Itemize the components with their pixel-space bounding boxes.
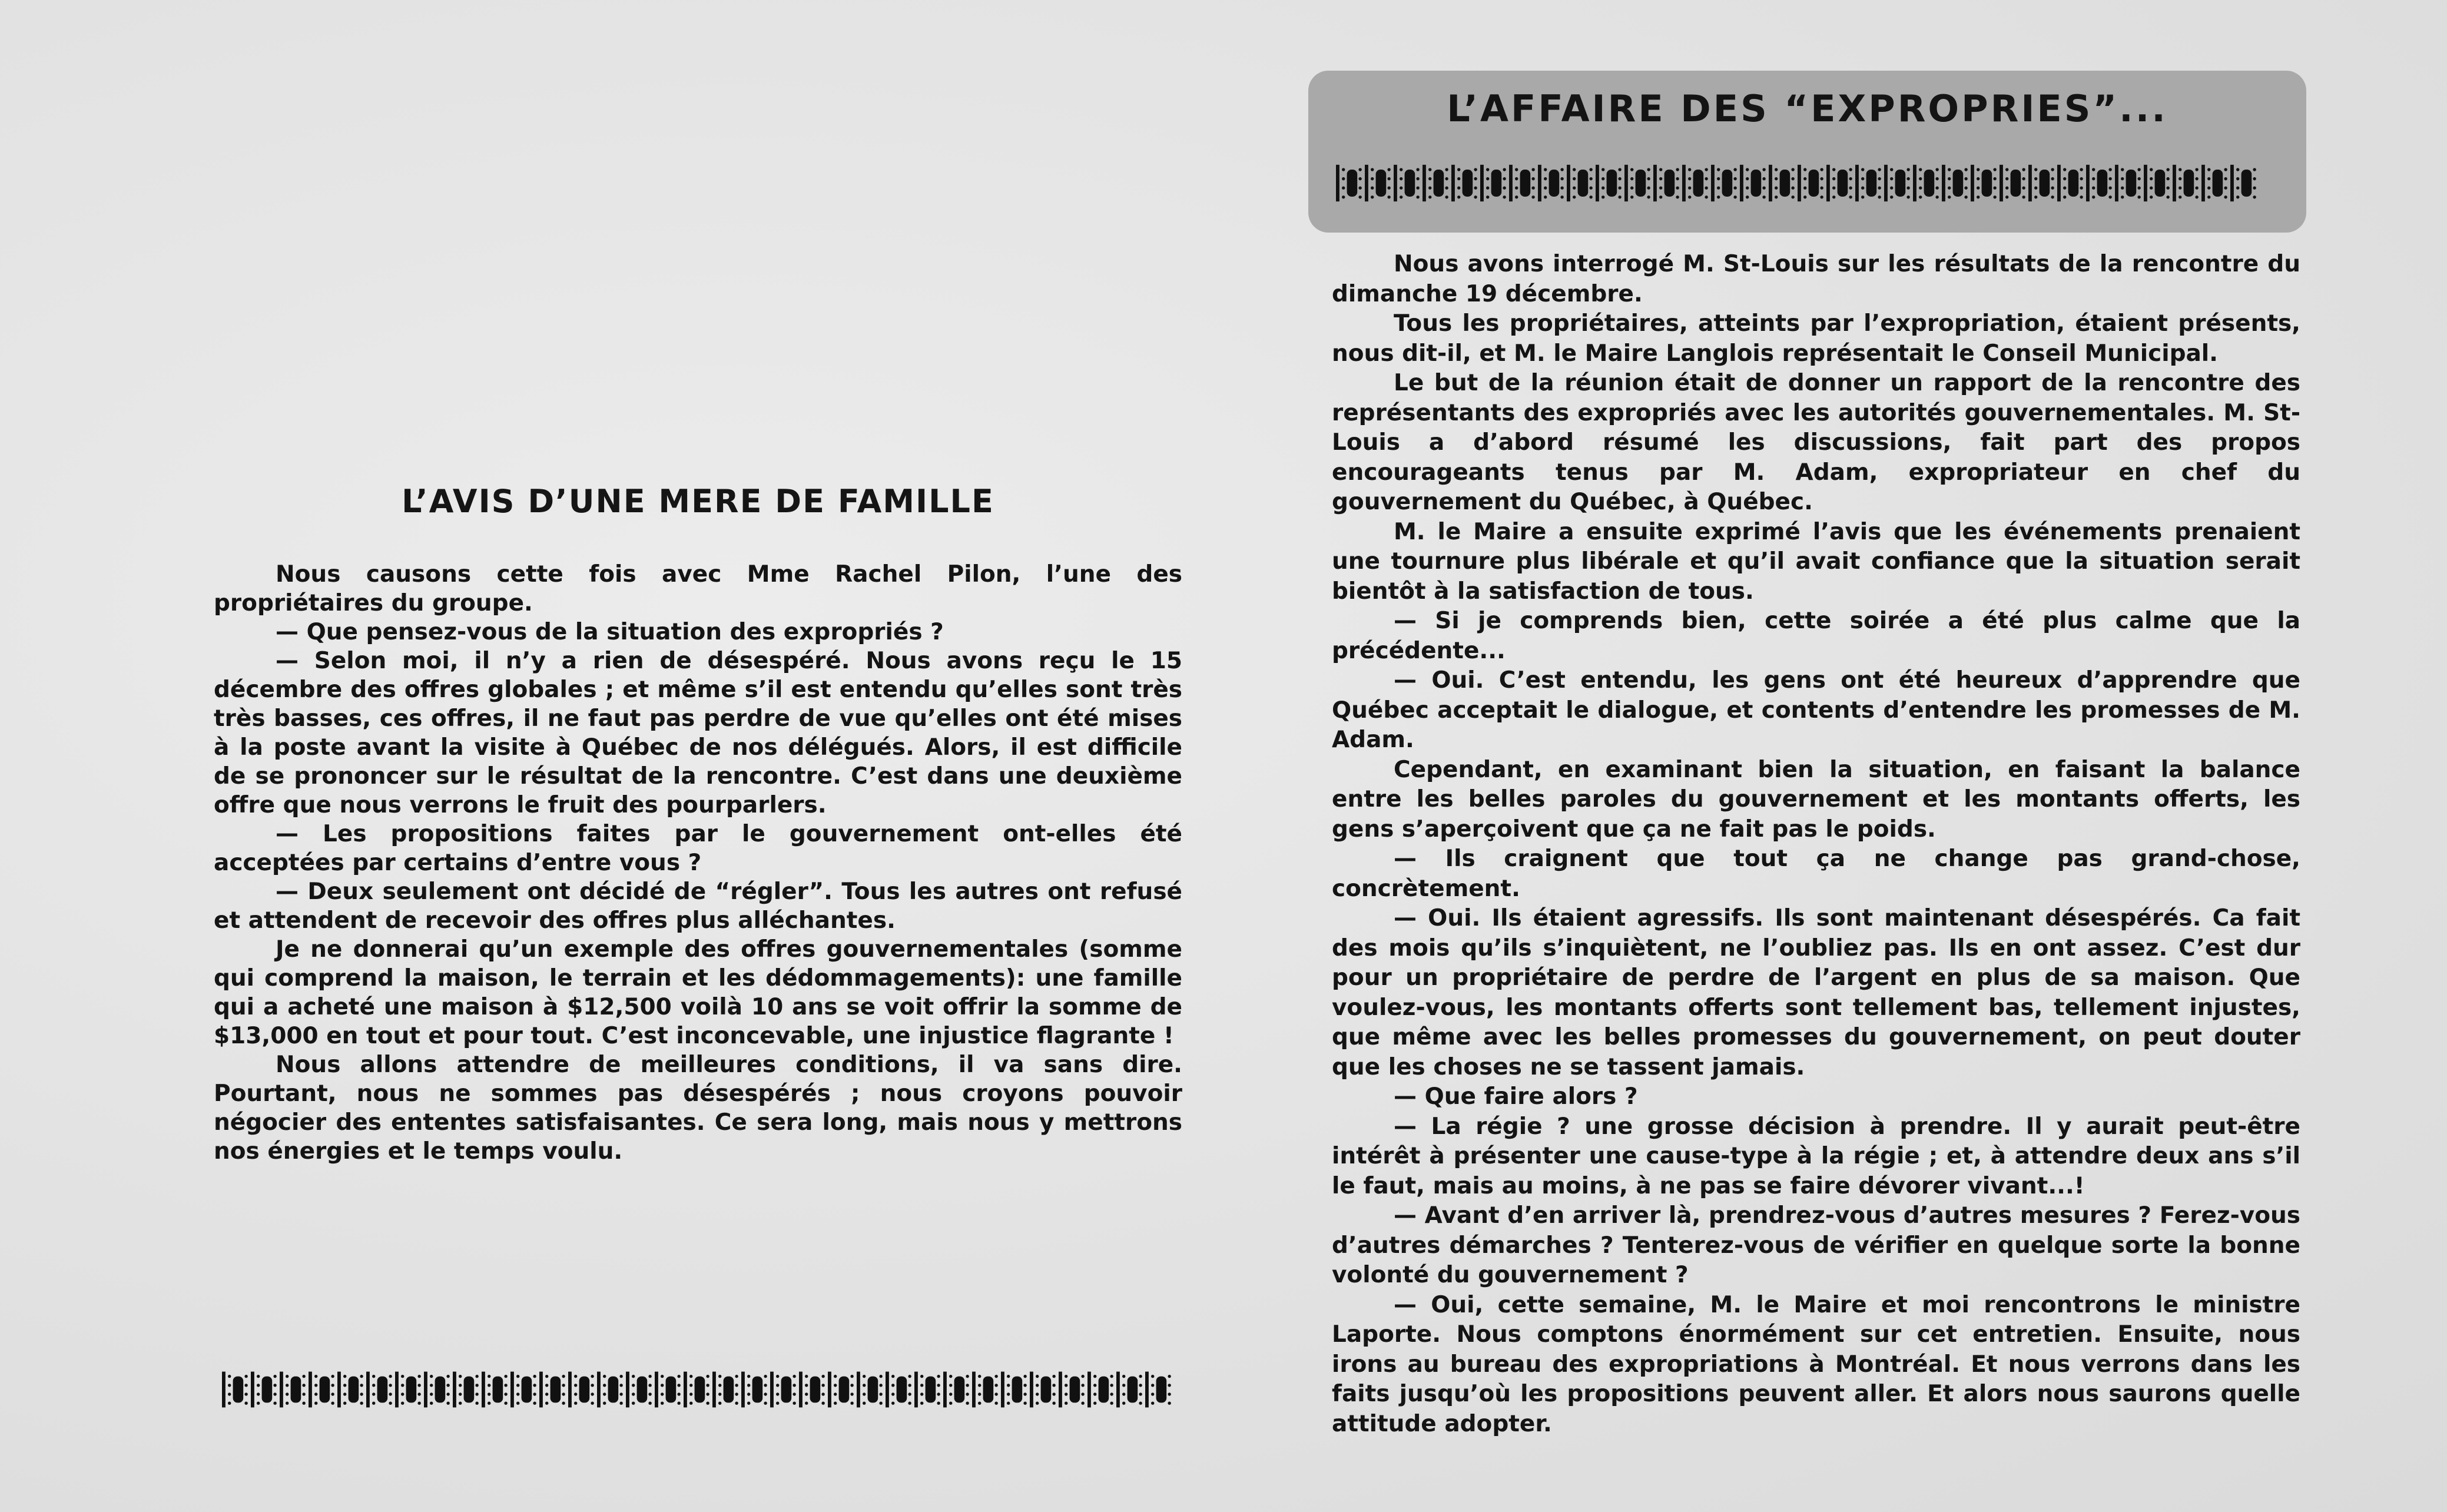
- ornament-motif: [309, 1372, 334, 1408]
- ornament-motif: [424, 1372, 450, 1408]
- ornament-motif: [366, 1372, 392, 1408]
- left-paragraph: — Selon moi, il n’y a rien de désespéré. Nous avons reçu le 15 décembre des offres globales ; et même s’il est entendu qu’elles sont très très basses, ces offres, il ne faut pas perdre de vue qu’elles ont été mises à la poste avant la visite à Québec de nos délégués. Alors, il est difficile de se prononcer sur le résultat de la rencontre. C’est dans une deuxième offre que nous verrons le fruit des pourparlers.: [214, 648, 1182, 818]
- ornament-motif: [337, 1372, 363, 1408]
- left-article-title: L’AVIS D’UNE MERE DE FAMILLE: [402, 483, 994, 520]
- ornament-motif: [1087, 1372, 1113, 1408]
- banner-ornament-divider: [1335, 159, 2283, 207]
- ornament-motif: [914, 1372, 940, 1408]
- ornament-motif: [1942, 165, 1968, 201]
- left-paragraph: Nous allons attendre de meilleures conditions, il va sans dire. Pourtant, nous ne sommes pas désespérés ; nous croyons pouvoir négocier des ententes satisfaisantes. Ce sera long, mais nous y mettrons nos énergies et le temps voulu.: [214, 1052, 1182, 1165]
- right-paragraph: Nous avons interrogé M. St-Louis sur les résultats de la rencontre du dimanche 19 décembre.: [1332, 251, 2300, 307]
- ornament-motif: [1855, 165, 1881, 201]
- right-paragraph: — Oui. C’est entendu, les gens ont été heureux d’apprendre que Québec acceptait le dialogue, et contents d’entendre les promesses de M. Adam.: [1332, 667, 2300, 753]
- ornament-motif: [626, 1372, 652, 1408]
- ornament-motif: [741, 1372, 767, 1408]
- ornament-motif: [684, 1372, 709, 1408]
- ornament-motif: [1059, 1372, 1085, 1408]
- ornament-motif: [568, 1372, 594, 1408]
- ornament-motif: [828, 1372, 854, 1408]
- ornament-motif: [1365, 165, 1391, 201]
- left-paragraph: — Les propositions faites par le gouvernement ont-elles été acceptées par certains d’entre vous ?: [214, 821, 1182, 876]
- ornament-motif: [1596, 165, 1622, 201]
- ornament-motif: [1567, 165, 1593, 201]
- ornament-motif: [799, 1372, 825, 1408]
- right-article-body: [1332, 250, 2300, 1439]
- right-paragraph: — Avant d’en arriver là, prendrez-vous d’autres mesures ? Ferez-vous d’autres démarches ? Tenterez-vous de vérifier en quelque sorte la bonne volonté du gouvernement ?: [1332, 1202, 2300, 1288]
- ornament-motif: [1394, 165, 1420, 201]
- ornament-motif: [1740, 165, 1766, 201]
- ornament-motif: [1336, 165, 1362, 201]
- ornament-motif: [1509, 165, 1535, 201]
- ornament-motif: [539, 1372, 565, 1408]
- ornament-motif: [1001, 1372, 1027, 1408]
- ornament-motif: [655, 1372, 681, 1408]
- ornament-motif: [2173, 165, 2199, 201]
- right-article-banner: [1308, 71, 2306, 233]
- ornament-motif: [1030, 1372, 1056, 1408]
- left-paragraph: Nous causons cette fois avec Mme Rachel Pilon, l’une des propriétaires du groupe.: [214, 561, 1182, 616]
- left-ornament-divider: [221, 1366, 1197, 1413]
- ornament-motif: [2230, 165, 2256, 201]
- right-article-title: L’AFFAIRE DES “EXPROPRIES”...: [1447, 87, 2168, 130]
- ornament-motif: [2000, 165, 2025, 201]
- left-paragraph: — Deux seulement ont décidé de “régler”. Tous les autres ont refusé et attendent de recevoir des offres plus alléchantes.: [214, 878, 1182, 934]
- ornament-motif: [2028, 165, 2054, 201]
- ornament-motif: [222, 1372, 248, 1408]
- ornament-motif: [1913, 165, 1939, 201]
- ornament-motif: [1538, 165, 1564, 201]
- right-paragraph: — La régie ? une grosse décision à prendre. Il y aurait peut-être intérêt à présenter une cause-type à la régie ; et, à attendre deux ans s’il le faut, mais au moins, à ne pas se faire dévorer vivant...!: [1332, 1113, 2300, 1199]
- right-paragraph: — Oui. Ils étaient agressifs. Ils sont maintenant désespérés. Ca fait des mois qu’ils s’inquiètent, ne l’oubliez pas. Ils en ont assez. C’est dur pour un propriétaire de perdre de l’argent en plus de sa maison. Que voulez-vous, les montants offerts sont tellement bas, tellement injustes, que même avec les belles promesses du gouvernement, on peut douter que les choses ne se tassent jamais.: [1332, 905, 2300, 1080]
- ornament-motif: [1653, 165, 1679, 201]
- ornament-motif: [2057, 165, 2083, 201]
- ornament-motif: [2144, 165, 2170, 201]
- ornament-motif: [510, 1372, 536, 1408]
- ornament-motif: [395, 1372, 421, 1408]
- ornament-motif: [1769, 165, 1795, 201]
- ornament-motif: [1624, 165, 1650, 201]
- ornament-motif: [1480, 165, 1506, 201]
- ornament-motif: [886, 1372, 911, 1408]
- right-article: [1332, 250, 2300, 1439]
- ornament-motif: [1711, 165, 1737, 201]
- ornament-motif: [712, 1372, 738, 1408]
- ornament-motif: [2201, 165, 2227, 201]
- ornament-motif: [770, 1372, 796, 1408]
- ornament-motif: [1145, 1372, 1171, 1408]
- right-paragraph: Cependant, en examinant bien la situation, en faisant la balance entre les belles paroles du gouvernement et les montants offerts, les gens s’aperçoivent que ça ne fait pas le poids.: [1332, 756, 2300, 843]
- ornament-motif: [1116, 1372, 1142, 1408]
- ornament-motif: [1682, 165, 1708, 201]
- ornament-motif: [453, 1372, 479, 1408]
- ornament-motif: [2086, 165, 2112, 201]
- right-paragraph: Tous les propriétaires, atteints par l’expropriation, étaient présents, nous dit-il, et M. le Maire Langlois représentait le Conseil Municipal.: [1332, 310, 2300, 367]
- ornament-motif: [597, 1372, 623, 1408]
- right-paragraph: — Si je comprends bien, cette soirée a été plus calme que la précédente...: [1332, 608, 2300, 664]
- ornament-motif: [280, 1372, 306, 1408]
- right-paragraph: — Oui, cette semaine, M. le Maire et moi rencontrons le ministre Laporte. Nous comptons énormément sur cet entretien. Ensuite, nous irons au bureau des expropriations à Montréal. Et nous verrons dans les faits jusqu’où les propositions peuvent aller. Et alors nous saurons quelle attitude adopter.: [1332, 1291, 2300, 1437]
- ornament-motif: [1826, 165, 1852, 201]
- ornament-motif: [1971, 165, 1997, 201]
- ornament-motif: [1423, 165, 1448, 201]
- ornament-motif: [1451, 165, 1477, 201]
- right-paragraph: Le but de la réunion était de donner un rapport de la rencontre des représentants des expropriés avec les autorités gouvernementales. M. St-Louis a d’abord résumé les discussions, fait part des propos encourageants tenus par M. Adam, expropriateur en chef du gouvernement du Québec, à Québec.: [1332, 370, 2300, 515]
- right-paragraph: — Ils craignent que tout ça ne change pas grand-chose, concrètement.: [1332, 845, 2300, 902]
- ornament-motif: [482, 1372, 508, 1408]
- ornament-motif: [857, 1372, 883, 1408]
- left-article: [214, 483, 1182, 1166]
- ornament-motif: [943, 1372, 969, 1408]
- left-paragraph: — Que pensez-vous de la situation des expropriés ?: [276, 619, 944, 645]
- right-paragraph: — Que faire alors ?: [1394, 1083, 1638, 1110]
- ornament-motif: [251, 1372, 277, 1408]
- ornament-motif: [972, 1372, 998, 1408]
- ornament-motif: [2115, 165, 2141, 201]
- ornament-motif: [1798, 165, 1823, 201]
- ornament-motif: [1884, 165, 1910, 201]
- left-paragraph: Je ne donnerai qu’un exemple des offres gouvernementales (somme qui comprend la maison, le terrain et les dédommagements): une famille qui a acheté une maison à $12,500 voilà 10 ans se voit offrir la somme de $13,000 en tout et pour tout. C’est inconcevable, une injustice flagrante !: [214, 936, 1182, 1049]
- right-paragraph: M. le Maire a ensuite exprimé l’avis que les événements prenaient une tournure plus libérale et qu’il avait confiance que la situation serait bientôt à la satisfaction de tous.: [1332, 518, 2300, 605]
- left-article-body: [214, 560, 1182, 1166]
